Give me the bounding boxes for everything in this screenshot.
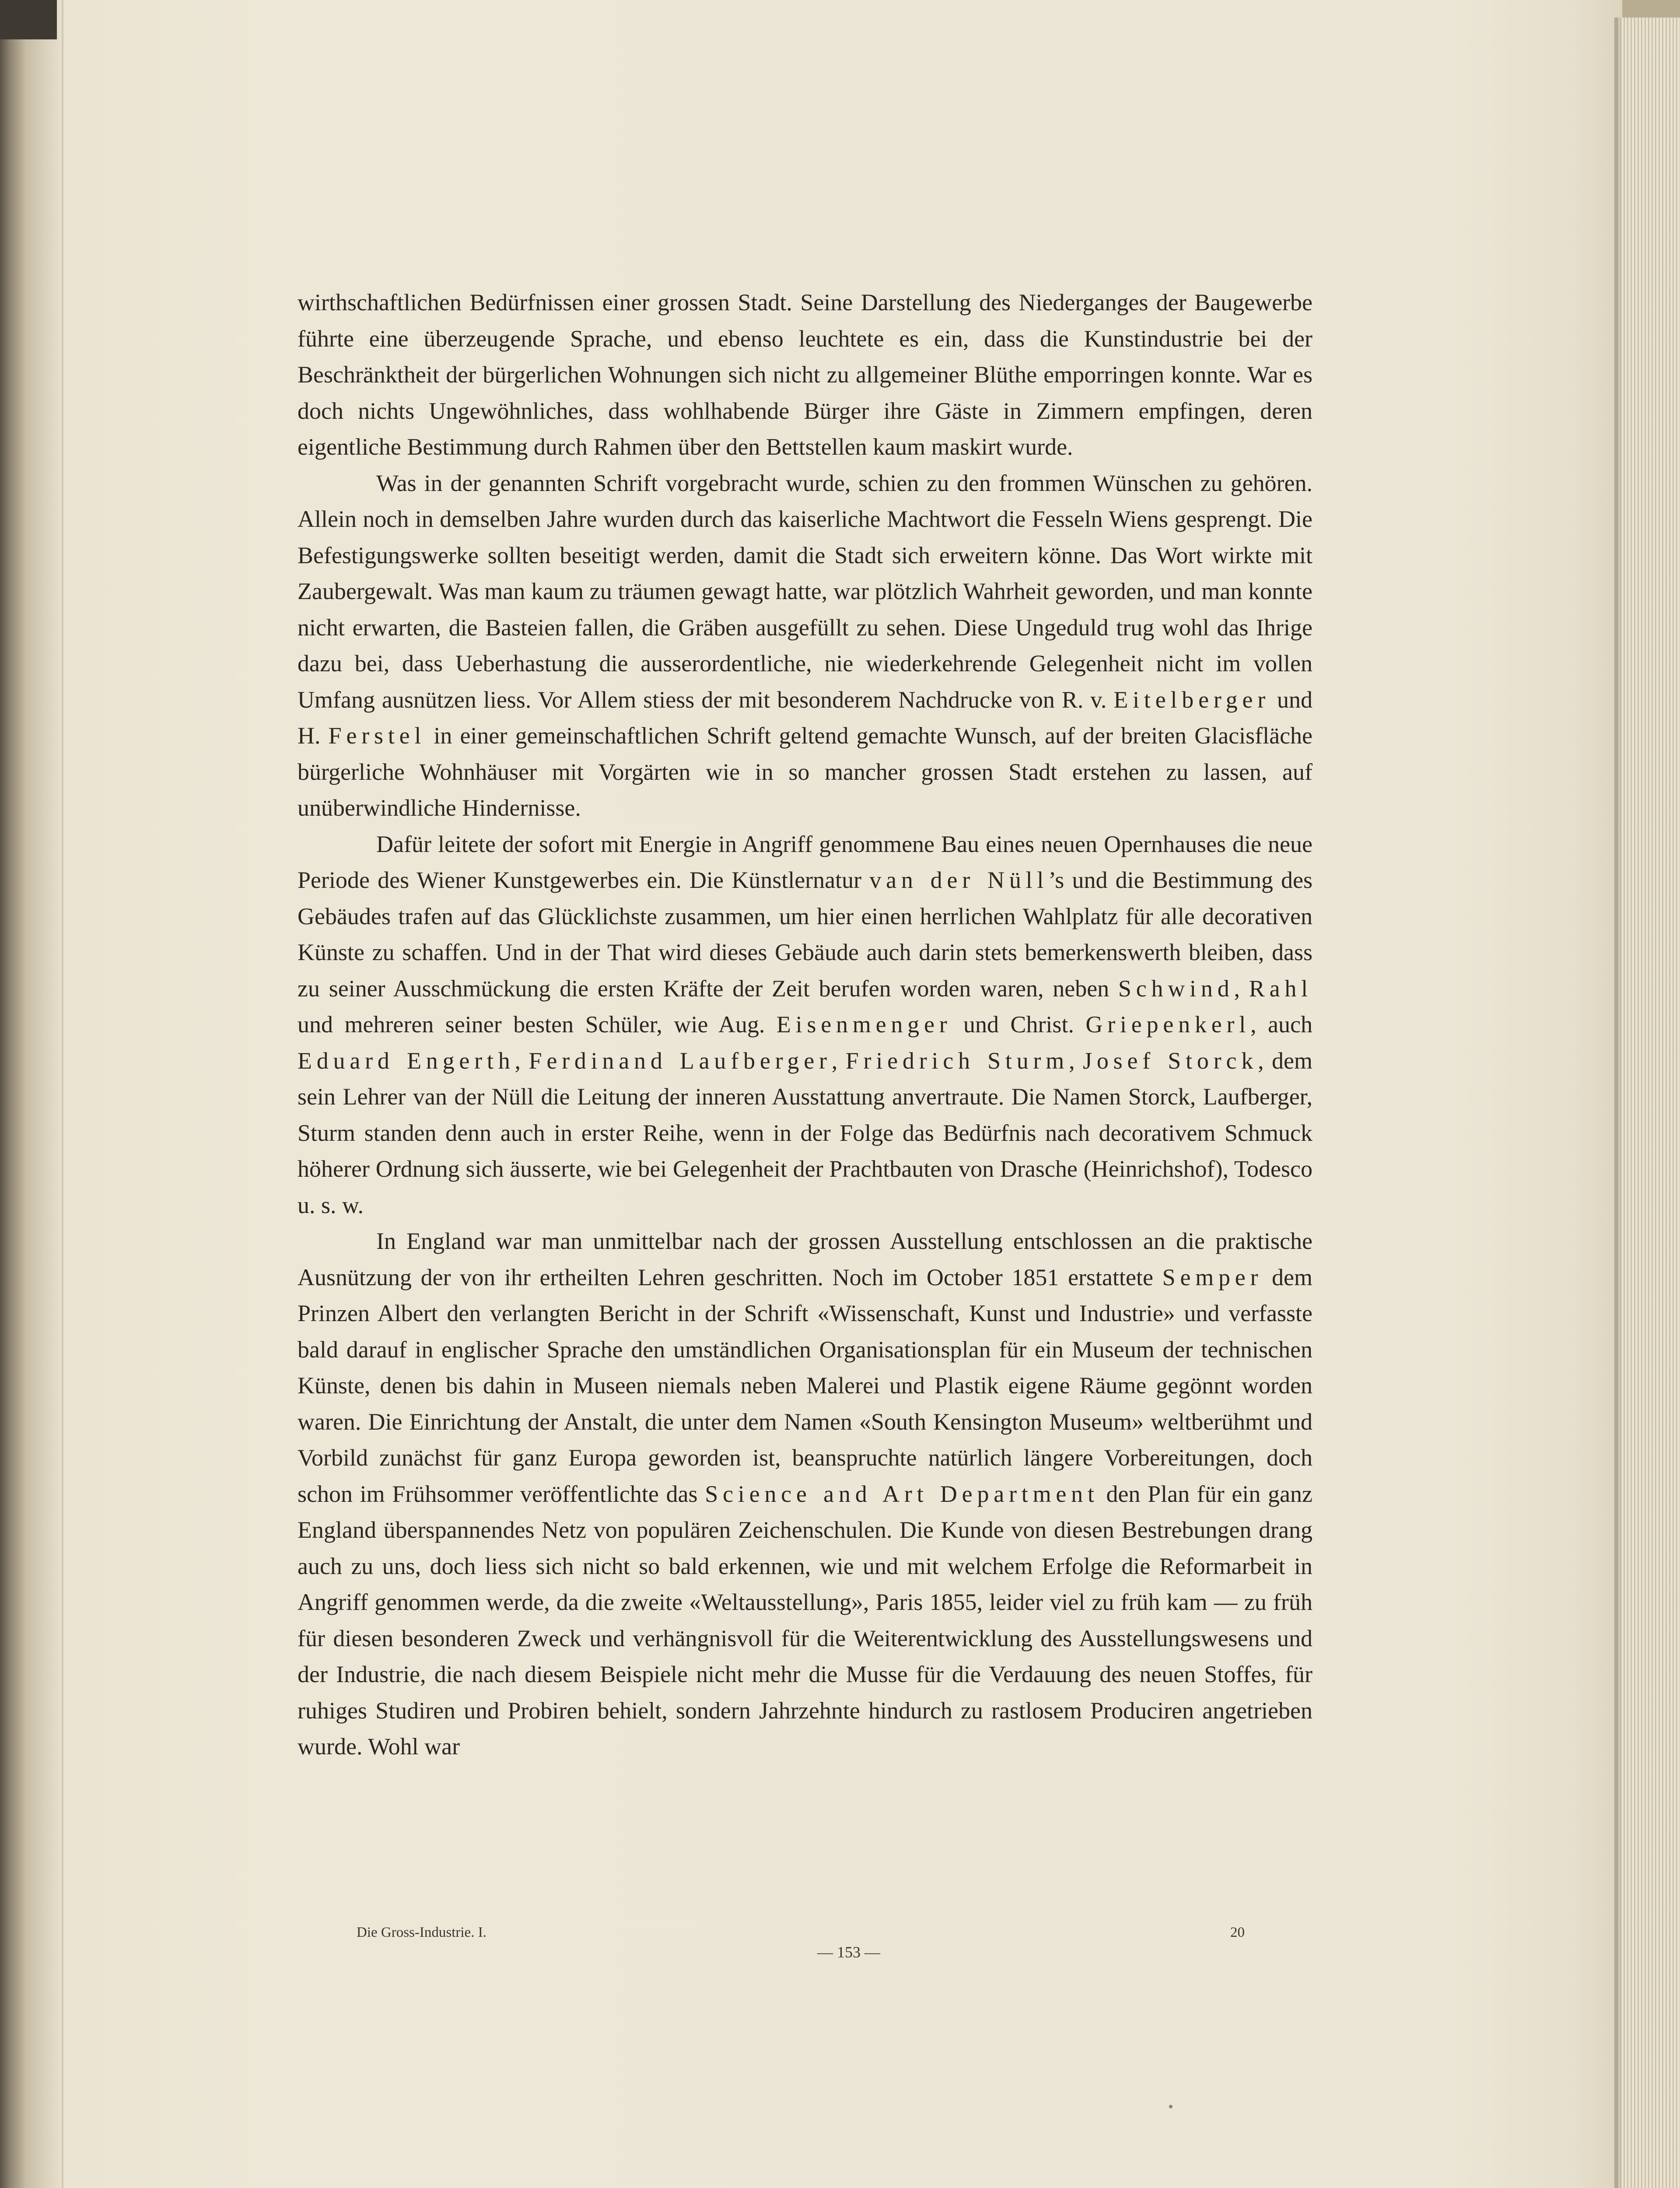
paragraph [298,1223,1312,1765]
gutter-crease [61,0,64,2188]
scan-corner-mark [0,0,57,39]
emphasized-name: Schwind [1118,975,1234,1002]
text-run: , [514,1047,529,1074]
sheet-number: 20 [1230,1925,1245,1940]
page-edges [1614,18,1680,2188]
emphasized-name: Eitelberger [1113,686,1270,713]
text-run: den Plan für ein ganz England überspannendes Netz von populären Zeichenschulen. Die Kunde von diesen Bestrebungen drang auch zu uns, doch liess sich nicht so bald erkennen, wie und mit welchem Erfolge die Reformarbeit in Angriff genommen werde, da die zweite «Weltausstellung», Paris 1855, leider viel zu früh kam — zu früh für diesen besonderen Zweck und verhängnisvoll für die Weiterentwicklung des Ausstellungswesens und der Industrie, die nach diesem Beispiele nicht mehr die Musse für die Verdauung des neuen Stoffes, für ruhiges Studiren und Probiren behielt, sondern Jahrzehnte hindurch zu rastlosem Produciren angetrieben wurde. Wohl war [298,1480,1312,1760]
paragraph [298,826,1312,1224]
paper-speck [1169,2105,1172,2108]
emphasized-name: Eduard Engerth [298,1047,515,1074]
emphasized-name: Rahl [1249,975,1312,1002]
paragraph [298,284,1312,465]
text-run: , [1069,1047,1083,1074]
page-number: — 153 — [817,1943,880,1961]
text-run: und mehreren seiner besten Schüler, wie Aug. [298,1011,777,1038]
text-run: Was in der genannten Schrift vorgebracht wurde, schien zu den frommen Wünschen zu gehören. Allein noch in demselben Jahre wurden durch das kaiserliche Machtwort die Fesseln Wiens gesprengt. Die Befestigungswerke sollten beseitigt werden, damit die Stadt sich erweitern könne. Das Wort wirkte mit Zaubergewalt. Was man kaum zu träumen gewagt hatte, war plötzlich Wahrheit geworden, und man konnte nicht erwarten, die Basteien fallen, die Gräben ausgefüllt zu sehen. Diese Ungeduld trug wohl das Ihrige dazu bei, dass Ueberhastung die ausserordentliche, nie wiederkehrende Gelegenheit nicht im vollen Umfang ausnützen liess. Vor Allem stiess der mit besonderem Nachdrucke von R. v. [298,470,1312,713]
text-run: In England war man unmittelbar nach der grossen Ausstellung entschlossen an die praktische Ausnützung der von ihr ertheilten Lehren geschritten. Noch im October 1851 erstattete [298,1228,1312,1290]
emphasized-name: Science and Art Department [705,1480,1099,1507]
emphasized-name: van der Nüll [869,867,1049,893]
emphasized-name: Eisenmenger [776,1011,952,1038]
text-run: , [831,1047,846,1074]
emphasized-name: Josef Storck [1083,1047,1258,1074]
text-run: , dem sein Lehrer van der Nüll die Leitung der inneren Ausstattung anvertraute. Die Namen Storck, Laufberger, Sturm standen denn auch in erster Reihe, wenn in der Folge das Bedürfnis nach decorativem Schmuck höherer Ordnung sich äusserte, wie bei Gelegenheit der Prachtbauten von Drasche (Heinrichshof), Todesco u. s. w. [298,1047,1312,1218]
emphasized-name: Griepenkerl [1085,1011,1251,1038]
page-edges-shadow [1614,18,1622,2188]
text-run: dem Prinzen Albert den verlangten Bericht in der Schrift «Wissenschaft, Kunst und Industrie» und verfasste bald darauf in englischer Sprache den umständlichen Organisationsplan für ein Museum der technischen Künste, denen bis dahin in Museen niemals neben Malerei und Plastik eigene Räume gegönnt worden waren. Die Einrichtung der Anstalt, die unter dem Namen «South Kensington Museum» weltberühmt und Vorbild zunächst für ganz Europa geworden ist, beanspruchte natürlich längere Vorbereitungen, doch schon im Frühsommer veröffentlichte das [298,1264,1312,1507]
text-run: und H. [298,686,1313,749]
text-run: , [1234,975,1249,1002]
binding-gutter [0,0,66,2188]
text-run: Dafür leitete der sofort mit Energie in Angriff genommene Bau eines neuen Opernhauses die neue Periode des Wiener Kunstgewerbes ein. Die Künstlernatur [298,831,1312,893]
emphasized-name: Ferstel [328,722,426,749]
text-run: und Christ. [952,1011,1086,1038]
paragraph [298,465,1312,826]
emphasized-name: Semper [1162,1264,1263,1290]
text-run: ’s und die Bestimmung des Gebäudes trafen auf das Glücklichste zusammen, um hier einen herrlichen Wahlplatz für alle decorativen Künste zu schaffen. Und in der That wird dieses Gebäude auch darin stets bemerkenswerth bleiben, dass zu seiner Ausschmückung die ersten Kräfte der Zeit berufen worden waren, neben [298,867,1312,1002]
emphasized-name: Ferdinand Laufberger [528,1047,832,1074]
text-run: wirthschaftlichen Bedürfnissen einer grossen Stadt. Seine Darstellung des Niederganges der Baugewerbe führte eine überzeugende Sprache, und ebenso leuchtete es ein, dass die Kunstindustrie bei der Beschränktheit der bürgerlichen Wohnungen sich nicht zu allgemeiner Blüthe emporringen konnte. War es doch nichts Ungewöhnliches, dass wohlhabende Bürger ihre Gäste in Zimmern empfingen, deren eigentliche Bestimmung durch Rahmen über den Bettstellen kaum maskirt wurde. [298,289,1312,460]
emphasized-name: Friedrich Sturm [845,1047,1069,1074]
body-text [298,284,1312,1765]
printer-signature: Die Gross-Industrie. I. [357,1925,486,1940]
text-run: in einer gemeinschaftlichen Schrift geltend gemachte Wunsch, auf der breiten Glacisfläche bürgerliche Wohnhäuser mit Vorgärten wie in so mancher grossen Stadt erstehen zu lassen, auf unüberwindliche Hindernisse. [298,722,1313,821]
text-run: , auch [1250,1011,1312,1038]
